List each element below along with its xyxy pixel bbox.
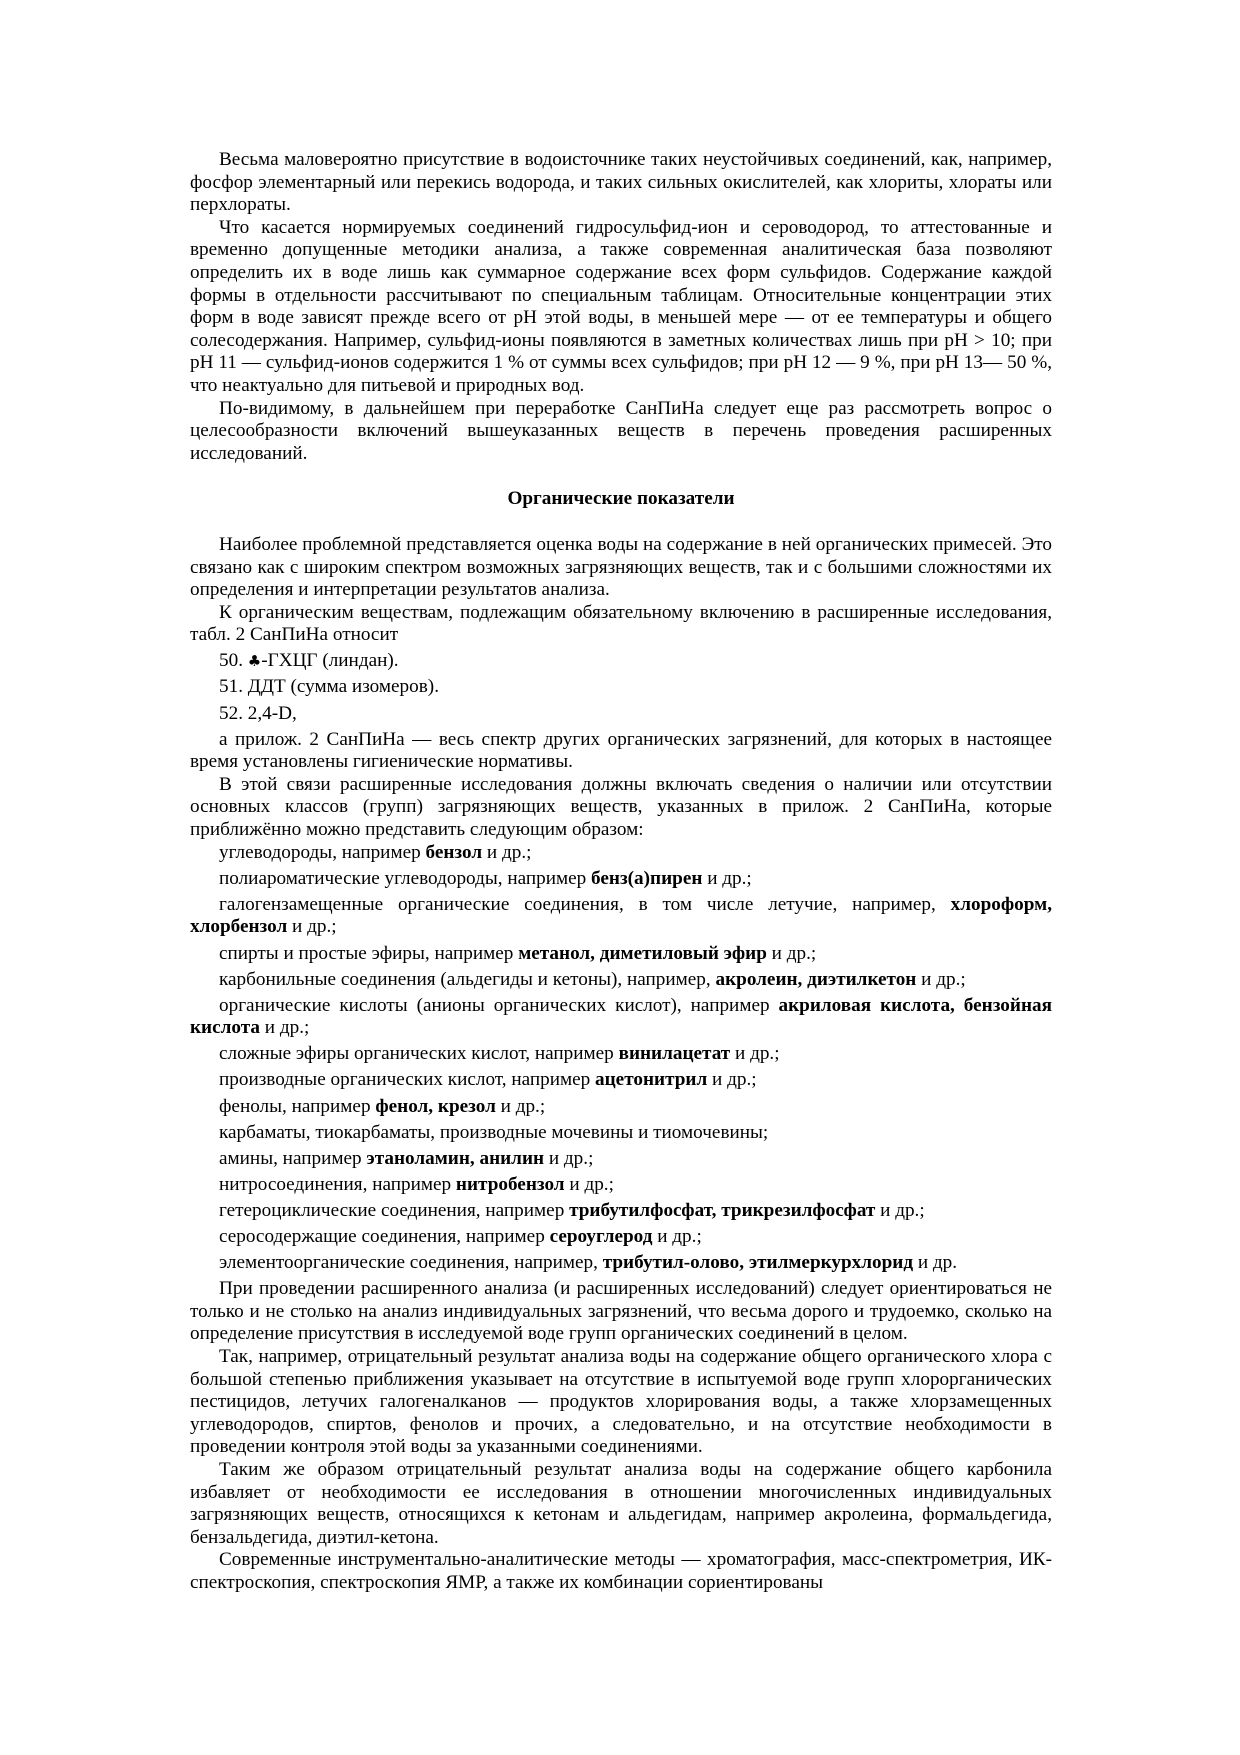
list-item-example: винилацетат <box>618 1043 731 1065</box>
list-item-suffix: и др.; <box>766 942 817 964</box>
list-item-example: ацетонитрил <box>595 1069 708 1091</box>
list-item-text: спирты и простые эфиры, например <box>219 942 519 964</box>
list-item-suffix: и др.; <box>544 1147 594 1169</box>
paragraph: По-видимому, в дальнейшем при переработке СанПиНа следует еще раз рассмотреть вопрос о целесообразности включений вышеуказанных веществ в перечень проведения расширенных исследований. <box>190 397 1052 464</box>
list-item-suffix: и др.; <box>702 867 752 889</box>
list-item-text: сложные эфиры органических кислот, например <box>219 1043 619 1065</box>
list-item-example: сероуглерод <box>549 1226 653 1248</box>
item-text: -ГХЦГ (линдан). <box>261 650 399 672</box>
list-item-text: элементоорганические соединения, например, <box>219 1252 603 1274</box>
compound-classes-list <box>190 842 1052 1275</box>
list-item-example: этаноламин, анилин <box>366 1147 545 1169</box>
list-item-example: нитробензол <box>455 1173 565 1195</box>
list-item-example: бенз(а)пирен <box>591 867 703 889</box>
list-item-text: амины, например <box>219 1147 367 1169</box>
paragraph: Современные инструментально-аналитические методы — хроматография, масс-спектрометрия, ИК-спектроскопия, спектроскопия ЯМР, а также их комбинации сориентированы <box>190 1549 1052 1593</box>
list-item-example: фенол, крезол <box>375 1095 496 1117</box>
list-item <box>190 894 1052 939</box>
list-item-example: акриловая кислота, бензойная кислота <box>190 994 1052 1039</box>
list-item-text: нитросоединения, например <box>219 1173 456 1195</box>
list-item-text: карбонильные соединения (альдегиды и кетоны), например, <box>219 968 716 990</box>
list-item <box>190 1200 1052 1223</box>
list-item-text: органические кислоты (анионы органических кислот), например <box>219 994 779 1016</box>
list-item-text: карбаматы, тиокарбаматы, производные мочевины и тиомочевины; <box>219 1121 769 1143</box>
list-item <box>190 1069 1052 1092</box>
list-item-example: трибутилфосфат, трикрезилфосфат <box>569 1199 876 1221</box>
list-item <box>190 969 1052 992</box>
list-item <box>190 995 1052 1040</box>
list-item-suffix: и др.; <box>730 1043 780 1065</box>
list-item-text: фенолы, например <box>219 1095 376 1117</box>
list-item <box>190 943 1052 966</box>
list-item-suffix: и др.; <box>916 968 966 990</box>
list-item-suffix: и др.; <box>260 1017 310 1039</box>
item-number: 50. <box>219 650 248 672</box>
list-item-example: метанол, диметиловый эфир <box>518 942 767 964</box>
list-item <box>190 1174 1052 1197</box>
list-item-suffix: и др.; <box>875 1199 925 1221</box>
list-item-text: галогензамещенные органические соединения, в том числе летучие, например, <box>219 893 951 915</box>
list-item-example: хлороформ, хлорбензол <box>190 893 1052 938</box>
paragraph: Наиболее проблемной представляется оценка воды на содержание в ней органических примесей. Это связано как с широким спектром возможных загрязняющих веществ, так и с большими сложностями их определения и интерпретации результатов анализа. <box>190 533 1052 601</box>
list-item-text: полиароматические углеводороды, например <box>219 867 592 889</box>
list-item-suffix: и др.; <box>495 1095 546 1117</box>
list-item <box>190 1252 1052 1275</box>
list-item-example: трибутил-олово, этилмеркурхлорид <box>602 1252 914 1274</box>
list-item-suffix: и др. <box>913 1252 958 1274</box>
paragraph: Так, например, отрицательный результат анализа воды на содержание общего органического хлора с большой степенью приближения указывает на отсутствие в испытуемой воде групп хлорорганических пестицидов, летучих галогеналканов — продуктов хлорирования воды, а также хлорзамещенных углеводородов, спиртов, фенолов и прочих, а следовательно, и на отсутствие необходимости в проведении контроля этой воды за указанными соединениями. <box>190 1346 1052 1458</box>
paragraph: а прилож. 2 СанПиНа — весь спектр других органических загрязнений, для которых в настоящее время установлены гигиенические нормативы. <box>190 728 1052 773</box>
paragraph: Таким же образом отрицательный результат анализа воды на содержание общего карбонила избавляет от необходимости ее исследования в отношении многочисленных индивидуальных загрязняющих веществ, относящихся к кетонам и альдегидам, например акролеина, формальдегида, бензальдегида, диэтил-кетона. <box>190 1458 1052 1548</box>
list-item <box>190 1122 1052 1145</box>
list-item-example: бензол <box>425 841 483 863</box>
list-item-text: углеводороды, например <box>219 841 426 863</box>
list-item <box>190 1226 1052 1249</box>
document-page <box>190 149 1052 1595</box>
list-item <box>190 868 1052 891</box>
list-item-suffix: и др.; <box>287 916 337 938</box>
section-heading: Органические показатели <box>507 488 735 510</box>
list-item-suffix: и др.; <box>652 1226 702 1248</box>
paragraph: Что касается нормируемых соединений гидросульфид-ион и сероводород, то аттестованные и временно допущенные методики анализа, а также современная аналитическая база позволяют определить их в воде лишь как суммарное содержание всех форм сульфидов. Содержание каждой формы в отдельности рассчитывают по специальным таблицам. Относительные концентрации этих форм в воде зависят прежде всего от pH этой воды, в меньшей мере — от ее температуры и общего солесодержания. Например, сульфид-ионы появляются в заметных количествах лишь при pH > 10; при pH 11 — сульфид-ионов содержится 1 % от суммы всех сульфидов; при pH 12 — 9 %, при pH 13— 50 %, что неактуально для питьевой и природных вод. <box>190 216 1052 396</box>
list-item-suffix: и др.; <box>564 1173 614 1195</box>
list-item <box>190 1148 1052 1171</box>
list-item-text: производные органических кислот, например <box>219 1069 596 1091</box>
list-item-text: серосодержащие соединения, например <box>219 1226 550 1248</box>
list-item <box>190 1096 1052 1119</box>
paragraph: При проведении расширенного анализа (и расширенных исследований) следует ориентироваться не только и не столько на анализ индивидуальных загрязнений, что весьма дорого и трудоемко, сколько на определение присутствия в исследуемой воде групп органических соединений в целом. <box>190 1278 1052 1345</box>
list-item <box>190 1043 1052 1066</box>
club-symbol-icon: ♣ <box>247 652 262 671</box>
paragraph: К органическим веществам, подлежащим обязательному включению в расширенные исследования, табл. 2 СанПиНа относит <box>190 601 1052 646</box>
list-item-text: гетероциклические соединения, например <box>219 1199 570 1221</box>
paragraph: В этой связи расширенные исследования должны включать сведения о наличии или отсутствии основных классов (групп) загрязняющих веществ, указанных в прилож. 2 СанПиНа, которые приближённо можно представить следующим образом: <box>190 773 1052 841</box>
numbered-item-50 <box>190 650 1052 673</box>
list-item <box>190 842 1052 865</box>
paragraph: Весьма маловероятно присутствие в водоисточнике таких неустойчивых соединений, как, например, фосфор элементарный или перекись водорода, и таких сильных окислителей, как хлориты, хлораты или перхлораты. <box>190 149 1052 216</box>
numbered-item-51: 51. ДДТ (сумма изомеров). <box>219 676 439 698</box>
list-item-suffix: и др.; <box>707 1069 757 1091</box>
list-item-suffix: и др.; <box>482 841 532 863</box>
list-item-example: акролеин, диэтилкетон <box>715 968 917 990</box>
numbered-item-52: 52. 2,4-D, <box>219 702 297 724</box>
